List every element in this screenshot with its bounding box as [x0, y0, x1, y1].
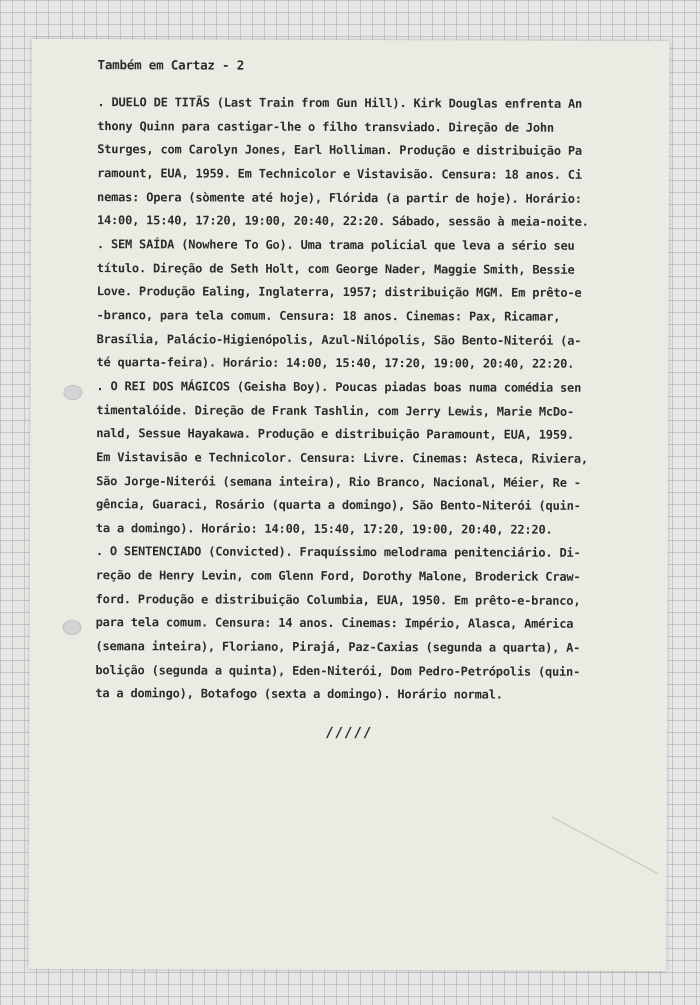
- page-header: Também em Cartaz - 2: [97, 57, 245, 73]
- text-line: ta a domingo). Horário: 14:00, 15:40, 17:20, 19:00, 20:40, 22:20.: [95, 520, 553, 537]
- text-line: thony Quinn para castigar-lhe o filho transviado. Direção de John: [97, 118, 554, 135]
- text-line: título. Direção de Seth Holt, com George Nader, Maggie Smith, Bessie: [96, 260, 575, 277]
- text-line: Love. Produção Ealing, Inglaterra, 1957; distribuição MGM. Em prêto-e: [96, 284, 582, 301]
- punch-hole: [63, 385, 82, 400]
- text-line: Brasília, Palácio-Higienópolis, Azul-Nilópolis, São Bento-Niterói (a-: [96, 331, 582, 348]
- punch-hole: [63, 620, 82, 635]
- text-line: . DUELO DE TITÃS (Last Train from Gun Hill). Kirk Douglas enfrenta An: [97, 95, 583, 111]
- text-line: reção de Henry Levin, com Glenn Ford, Dorothy Malone, Broderick Craw-: [95, 568, 581, 584]
- text-line: para tela comum. Censura: 14 anos. Cinemas: Império, Alasca, América: [95, 615, 574, 632]
- text-line: . SEM SAÍDA (Nowhere To Go). Uma trama policial que leva a sério seu: [96, 237, 575, 253]
- text-line: Sturges, com Carolyn Jones, Earl Holliman. Produção e distribuição Pa: [97, 142, 582, 159]
- text-line: nemas: Opera (sòmente até hoje), Flórida (a partir de hoje). Horário:: [97, 189, 582, 206]
- text-line: gência, Guaraci, Rosário (quarta a domingo), São Bento-Niterói (quin-: [95, 497, 581, 513]
- text-line: São Jorge-Niterói (semana inteira), Rio Branco, Nacional, Méier, Re -: [96, 473, 581, 490]
- typewritten-text: [95, 55, 657, 744]
- text-line: ramount, EUA, 1959. Em Technicolor e Vistavisão. Censura: 18 anos. Ci: [97, 166, 582, 182]
- pencil-mark: [519, 817, 658, 936]
- text-line: (semana inteira), Floriano, Pirajá, Paz-Caxias (segunda a quarta), A-: [95, 639, 581, 655]
- text-line: ford. Produção e distribuição Columbia, EUA, 1950. Em prêto-e-branco,: [95, 591, 581, 608]
- text-line: té quarta-feira). Horário: 14:00, 15:40, 17:20, 19:00, 20:40, 22:20.: [96, 355, 575, 372]
- text-line: . O REI DOS MÁGICOS (Geisha Boy). Poucas piadas boas numa comédia sen: [96, 378, 582, 395]
- text-line: nald, Sessue Hayakawa. Produção e distribuição Paramount, EUA, 1959.: [96, 426, 574, 442]
- text-line: 14:00, 15:40, 17:20, 19:00, 20:40, 22:20. Sábado, sessão à meia-noite.: [96, 213, 589, 230]
- text-line: -branco, para tela comum. Censura: 18 anos. Cinemas: Pax, Ricamar,: [96, 308, 561, 324]
- text-line: . O SENTENCIADO (Convicted). Fraquíssimo melodrama penitenciário. Di-: [95, 544, 581, 561]
- text-line: ta a domingo), Botafogo (sexta a domingo). Horário normal.: [95, 686, 503, 702]
- paper-sheet: [28, 39, 669, 971]
- text-body: [95, 91, 657, 708]
- text-line: Em Vistavisão e Technicolor. Censura: Livre. Cinemas: Asteca, Riviera,: [96, 449, 588, 466]
- text-line: timentalóide. Direção de Frank Tashlin, com Jerry Lewis, Marie McDo-: [96, 402, 575, 419]
- text-line: bolição (segunda a quinta), Eden-Niterói, Dom Pedro-Petrópolis (quin-: [95, 662, 581, 679]
- end-mark: /////: [325, 724, 373, 742]
